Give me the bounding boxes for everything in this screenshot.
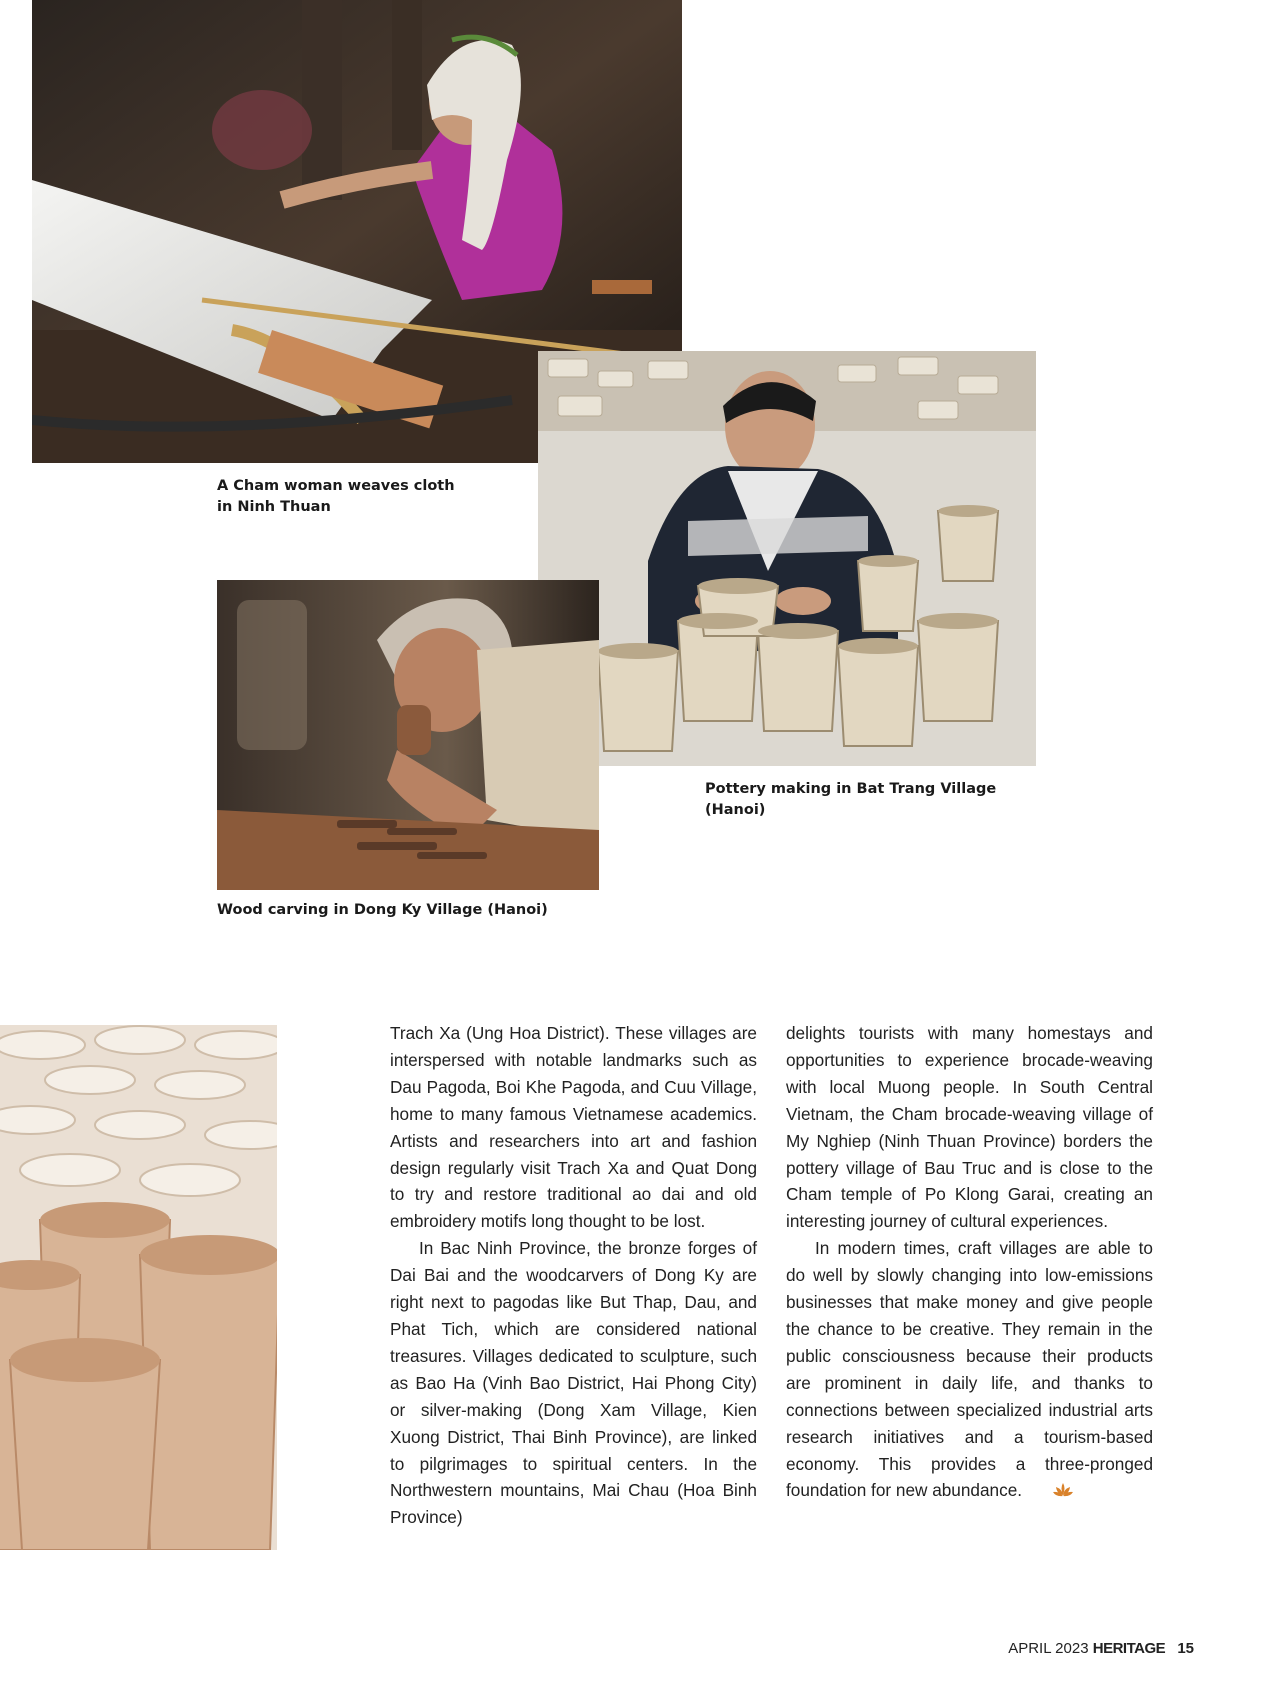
caption-woodcarving: Wood carving in Dong Ky Village (Hanoi) xyxy=(217,902,548,918)
photo-pottery-making xyxy=(538,351,1036,766)
issue-date: APRIL 2023 xyxy=(1008,1640,1089,1657)
lotus-icon xyxy=(1024,1479,1073,1506)
photo-wood-carving xyxy=(217,580,599,890)
magazine-name: HERITAGE xyxy=(1092,1640,1166,1657)
article-column-2 xyxy=(786,1020,1153,1506)
paragraph: delights tourists with many homestays and opportunities to experience brocade-weaving with local Muong people. In South Central Vietnam, the Cham brocade-weaving village of My Nghiep (Ninh Thuan Province) borders the pottery village of Bau Truc and is close to the Cham temple of Po Klong Garai, creating an interesting journey of cultural experiences. xyxy=(786,1023,1153,1232)
paragraph: Trach Xa (Ung Hoa District). These villages are interspersed with notable landmarks such as Dau Pagoda, Boi Khe Pagoda, and Cuu Village, home to many famous Vietnamese academics. Artists and researchers into art and fashion design regularly visit Trach Xa and Quat Dong to try and restore traditional ao dai and old embroidery motifs long thought to be lost. xyxy=(390,1023,757,1232)
page-footer xyxy=(1008,1640,1194,1657)
paragraph: In Bac Ninh Province, the bronze forges of Dai Bai and the woodcarvers of Dong Ky are right next to pagodas like But Thap, Dau, and Phat Tich, which are considered national treasures. Villages dedicated to sculpture, such as Bao Ha (Vinh Bao District, Hai Phong City) or silver-making (Dong Xam Village, Kien Xuong District, Thai Binh Province), are linked to pilgrimages to spiritual centers. In the Northwestern mountains, Mai Chau (Hoa Binh Province) xyxy=(390,1238,757,1528)
article-column-1 xyxy=(390,1020,757,1531)
paragraph-text: In modern times, craft villages are able to do well by slowly changing into low-emissions businesses that make money and give people the chance to be creative. They remain in the public consciousness because their products are prominent in daily life, and thanks to connections between specialized industrial arts research initiatives and a tourism-based economy. This provides a three-pronged foundation for new abundance. xyxy=(786,1238,1153,1501)
paragraph xyxy=(786,1235,1153,1506)
caption-weaving: A Cham woman weaves cloth in Ninh Thuan xyxy=(217,478,455,515)
caption-pottery: Pottery making in Bat Trang Village (Hanoi) xyxy=(705,781,997,818)
page-number: 15 xyxy=(1177,1640,1194,1657)
photo-clay-pots xyxy=(0,1025,277,1550)
